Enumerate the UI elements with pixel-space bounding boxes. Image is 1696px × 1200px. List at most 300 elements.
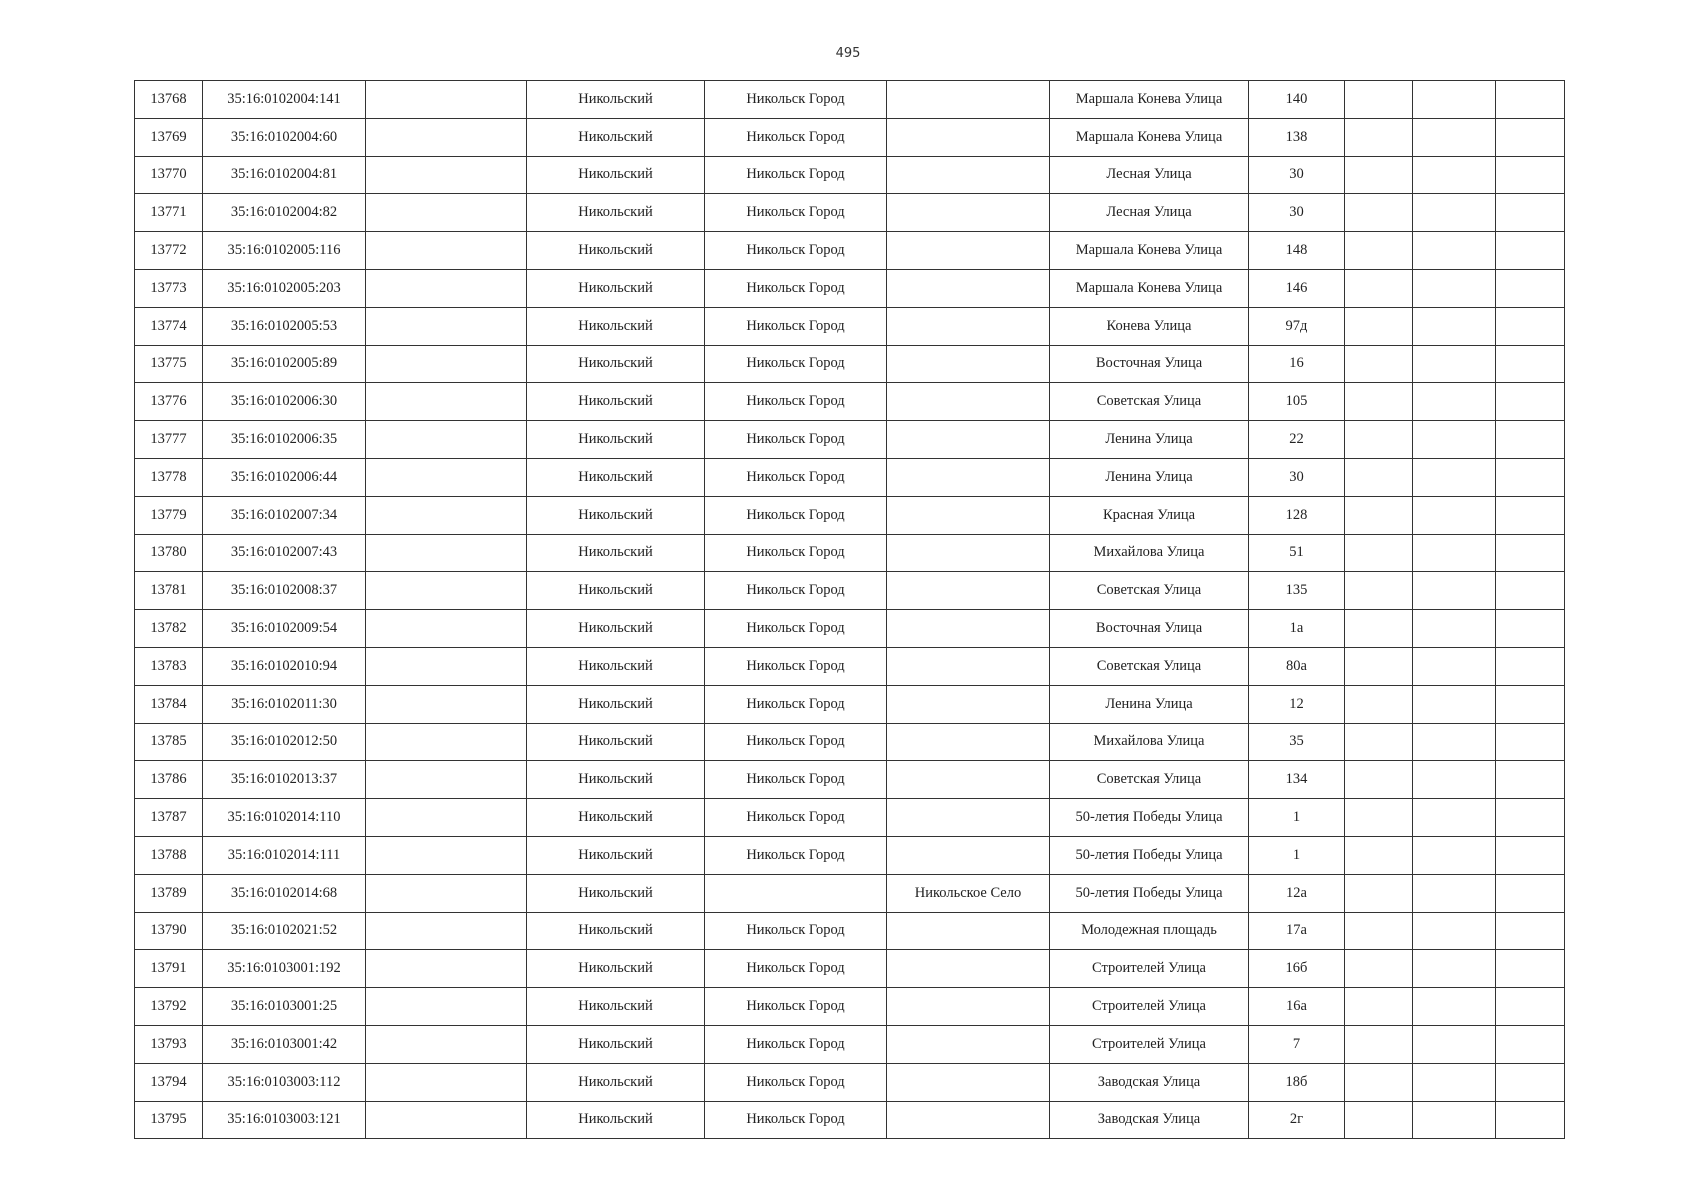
- city-cell: Никольск Город: [705, 685, 887, 723]
- row-number-cell: 13792: [135, 988, 203, 1026]
- empty-cell: [1345, 836, 1413, 874]
- page-number: 495: [835, 46, 861, 61]
- house-number-cell: 17а: [1249, 912, 1345, 950]
- village-cell: [887, 647, 1050, 685]
- empty-cell: [366, 723, 527, 761]
- house-number-cell: 1: [1249, 836, 1345, 874]
- house-number-cell: 16а: [1249, 988, 1345, 1026]
- cadastral-number-cell: 35:16:0102008:37: [203, 572, 366, 610]
- district-cell: Никольский: [527, 874, 705, 912]
- empty-cell: [1496, 685, 1565, 723]
- empty-cell: [366, 836, 527, 874]
- empty-cell: [1413, 118, 1496, 156]
- row-number-cell: 13781: [135, 572, 203, 610]
- village-cell: [887, 799, 1050, 837]
- empty-cell: [1413, 1025, 1496, 1063]
- village-cell: [887, 836, 1050, 874]
- street-cell: Заводская Улица: [1050, 1063, 1249, 1101]
- empty-cell: [1496, 836, 1565, 874]
- empty-cell: [1345, 610, 1413, 648]
- empty-cell: [1496, 1025, 1565, 1063]
- house-number-cell: 30: [1249, 156, 1345, 194]
- district-cell: Никольский: [527, 307, 705, 345]
- empty-cell: [366, 610, 527, 648]
- district-cell: Никольский: [527, 269, 705, 307]
- village-cell: [887, 232, 1050, 270]
- empty-cell: [1413, 534, 1496, 572]
- street-cell: Советская Улица: [1050, 761, 1249, 799]
- empty-cell: [1496, 81, 1565, 119]
- cadastral-number-cell: 35:16:0102009:54: [203, 610, 366, 648]
- empty-cell: [366, 421, 527, 459]
- empty-cell: [366, 1025, 527, 1063]
- table-row: [135, 534, 1565, 572]
- row-number-cell: 13782: [135, 610, 203, 648]
- row-number-cell: 13787: [135, 799, 203, 837]
- empty-cell: [1496, 194, 1565, 232]
- table-row: [135, 1063, 1565, 1101]
- empty-cell: [1345, 534, 1413, 572]
- row-number-cell: 13769: [135, 118, 203, 156]
- empty-cell: [1413, 194, 1496, 232]
- village-cell: [887, 458, 1050, 496]
- empty-cell: [366, 1063, 527, 1101]
- city-cell: Никольск Город: [705, 534, 887, 572]
- empty-cell: [1345, 421, 1413, 459]
- empty-cell: [366, 307, 527, 345]
- row-number-cell: 13788: [135, 836, 203, 874]
- cadastral-number-cell: 35:16:0102014:111: [203, 836, 366, 874]
- empty-cell: [366, 232, 527, 270]
- city-cell: Никольск Город: [705, 1063, 887, 1101]
- empty-cell: [1345, 988, 1413, 1026]
- street-cell: Советская Улица: [1050, 572, 1249, 610]
- empty-cell: [1496, 723, 1565, 761]
- district-cell: Никольский: [527, 383, 705, 421]
- city-cell: Никольск Город: [705, 383, 887, 421]
- empty-cell: [366, 269, 527, 307]
- street-cell: Маршала Конева Улица: [1050, 269, 1249, 307]
- city-cell: [705, 874, 887, 912]
- empty-cell: [366, 912, 527, 950]
- district-cell: Никольский: [527, 647, 705, 685]
- city-cell: Никольск Город: [705, 232, 887, 270]
- cadastral-number-cell: 35:16:0102006:30: [203, 383, 366, 421]
- table-row: [135, 1025, 1565, 1063]
- empty-cell: [1345, 685, 1413, 723]
- empty-cell: [1413, 1101, 1496, 1139]
- street-cell: Строителей Улица: [1050, 1025, 1249, 1063]
- empty-cell: [366, 950, 527, 988]
- district-cell: Никольский: [527, 572, 705, 610]
- village-cell: [887, 496, 1050, 534]
- table-row: [135, 383, 1565, 421]
- empty-cell: [1496, 118, 1565, 156]
- empty-cell: [1345, 950, 1413, 988]
- city-cell: Никольск Город: [705, 421, 887, 459]
- district-cell: Никольский: [527, 950, 705, 988]
- district-cell: Никольский: [527, 685, 705, 723]
- house-number-cell: 148: [1249, 232, 1345, 270]
- row-number-cell: 13772: [135, 232, 203, 270]
- empty-cell: [1345, 232, 1413, 270]
- district-cell: Никольский: [527, 232, 705, 270]
- village-cell: Никольское Село: [887, 874, 1050, 912]
- city-cell: Никольск Город: [705, 345, 887, 383]
- house-number-cell: 80а: [1249, 647, 1345, 685]
- empty-cell: [1345, 647, 1413, 685]
- city-cell: Никольск Город: [705, 156, 887, 194]
- house-number-cell: 18б: [1249, 1063, 1345, 1101]
- empty-cell: [1345, 269, 1413, 307]
- table-row: [135, 723, 1565, 761]
- empty-cell: [1345, 912, 1413, 950]
- empty-cell: [366, 761, 527, 799]
- table-row: [135, 950, 1565, 988]
- empty-cell: [1496, 383, 1565, 421]
- city-cell: Никольск Город: [705, 1101, 887, 1139]
- empty-cell: [1496, 232, 1565, 270]
- street-cell: 50-летия Победы Улица: [1050, 836, 1249, 874]
- house-number-cell: 35: [1249, 723, 1345, 761]
- cadastral-number-cell: 35:16:0102007:34: [203, 496, 366, 534]
- row-number-cell: 13775: [135, 345, 203, 383]
- row-number-cell: 13777: [135, 421, 203, 459]
- row-number-cell: 13780: [135, 534, 203, 572]
- city-cell: Никольск Город: [705, 761, 887, 799]
- street-cell: Маршала Конева Улица: [1050, 118, 1249, 156]
- house-number-cell: 134: [1249, 761, 1345, 799]
- empty-cell: [1413, 345, 1496, 383]
- empty-cell: [1413, 950, 1496, 988]
- district-cell: Никольский: [527, 156, 705, 194]
- city-cell: Никольск Город: [705, 912, 887, 950]
- table-row: [135, 345, 1565, 383]
- empty-cell: [1413, 874, 1496, 912]
- district-cell: Никольский: [527, 345, 705, 383]
- house-number-cell: 16: [1249, 345, 1345, 383]
- registry-table: [134, 80, 1565, 1139]
- empty-cell: [1496, 572, 1565, 610]
- empty-cell: [366, 383, 527, 421]
- house-number-cell: 1а: [1249, 610, 1345, 648]
- empty-cell: [1496, 950, 1565, 988]
- cadastral-number-cell: 35:16:0103001:25: [203, 988, 366, 1026]
- house-number-cell: 97д: [1249, 307, 1345, 345]
- village-cell: [887, 912, 1050, 950]
- row-number-cell: 13783: [135, 647, 203, 685]
- district-cell: Никольский: [527, 421, 705, 459]
- row-number-cell: 13773: [135, 269, 203, 307]
- street-cell: 50-летия Победы Улица: [1050, 799, 1249, 837]
- village-cell: [887, 1025, 1050, 1063]
- street-cell: Ленина Улица: [1050, 421, 1249, 459]
- city-cell: Никольск Город: [705, 81, 887, 119]
- street-cell: Советская Улица: [1050, 383, 1249, 421]
- empty-cell: [1496, 1101, 1565, 1139]
- street-cell: Михайлова Улица: [1050, 723, 1249, 761]
- empty-cell: [1496, 307, 1565, 345]
- table-body: [135, 81, 1565, 1139]
- empty-cell: [1413, 988, 1496, 1026]
- empty-cell: [1496, 1063, 1565, 1101]
- house-number-cell: 22: [1249, 421, 1345, 459]
- table-row: [135, 156, 1565, 194]
- empty-cell: [1345, 799, 1413, 837]
- row-number-cell: 13795: [135, 1101, 203, 1139]
- empty-cell: [1345, 874, 1413, 912]
- district-cell: Никольский: [527, 610, 705, 648]
- row-number-cell: 13793: [135, 1025, 203, 1063]
- house-number-cell: 51: [1249, 534, 1345, 572]
- empty-cell: [1496, 761, 1565, 799]
- cadastral-number-cell: 35:16:0102014:68: [203, 874, 366, 912]
- cadastral-number-cell: 35:16:0102004:60: [203, 118, 366, 156]
- table-row: [135, 610, 1565, 648]
- house-number-cell: 30: [1249, 458, 1345, 496]
- district-cell: Никольский: [527, 836, 705, 874]
- empty-cell: [366, 685, 527, 723]
- empty-cell: [366, 496, 527, 534]
- empty-cell: [366, 458, 527, 496]
- empty-cell: [366, 799, 527, 837]
- empty-cell: [1345, 81, 1413, 119]
- empty-cell: [1496, 799, 1565, 837]
- village-cell: [887, 1101, 1050, 1139]
- empty-cell: [1413, 912, 1496, 950]
- empty-cell: [1345, 345, 1413, 383]
- village-cell: [887, 269, 1050, 307]
- empty-cell: [366, 118, 527, 156]
- village-cell: [887, 761, 1050, 799]
- empty-cell: [1496, 345, 1565, 383]
- empty-cell: [1345, 1025, 1413, 1063]
- cadastral-number-cell: 35:16:0102005:203: [203, 269, 366, 307]
- cadastral-number-cell: 35:16:0102005:116: [203, 232, 366, 270]
- village-cell: [887, 723, 1050, 761]
- table-row: [135, 572, 1565, 610]
- table-row: [135, 458, 1565, 496]
- table-row: [135, 799, 1565, 837]
- cadastral-number-cell: 35:16:0102004:81: [203, 156, 366, 194]
- cadastral-number-cell: 35:16:0103001:192: [203, 950, 366, 988]
- table-row: [135, 232, 1565, 270]
- street-cell: Строителей Улица: [1050, 988, 1249, 1026]
- village-cell: [887, 534, 1050, 572]
- city-cell: Никольск Город: [705, 118, 887, 156]
- empty-cell: [366, 874, 527, 912]
- row-number-cell: 13778: [135, 458, 203, 496]
- empty-cell: [1413, 232, 1496, 270]
- empty-cell: [1413, 610, 1496, 648]
- village-cell: [887, 194, 1050, 232]
- cadastral-number-cell: 35:16:0102012:50: [203, 723, 366, 761]
- empty-cell: [1413, 81, 1496, 119]
- empty-cell: [1345, 118, 1413, 156]
- house-number-cell: 146: [1249, 269, 1345, 307]
- empty-cell: [1345, 156, 1413, 194]
- empty-cell: [366, 534, 527, 572]
- city-cell: Никольск Город: [705, 1025, 887, 1063]
- cadastral-number-cell: 35:16:0102005:89: [203, 345, 366, 383]
- village-cell: [887, 685, 1050, 723]
- street-cell: Заводская Улица: [1050, 1101, 1249, 1139]
- empty-cell: [366, 988, 527, 1026]
- empty-cell: [1345, 496, 1413, 534]
- city-cell: Никольск Город: [705, 496, 887, 534]
- table-row: [135, 118, 1565, 156]
- district-cell: Никольский: [527, 194, 705, 232]
- empty-cell: [1413, 269, 1496, 307]
- house-number-cell: 12а: [1249, 874, 1345, 912]
- cadastral-number-cell: 35:16:0102011:30: [203, 685, 366, 723]
- empty-cell: [1413, 1063, 1496, 1101]
- row-number-cell: 13786: [135, 761, 203, 799]
- table-row: [135, 421, 1565, 459]
- table-row: [135, 685, 1565, 723]
- table-row: [135, 761, 1565, 799]
- district-cell: Никольский: [527, 723, 705, 761]
- cadastral-number-cell: 35:16:0102014:110: [203, 799, 366, 837]
- cadastral-number-cell: 35:16:0103001:42: [203, 1025, 366, 1063]
- house-number-cell: 12: [1249, 685, 1345, 723]
- empty-cell: [1496, 269, 1565, 307]
- house-number-cell: 140: [1249, 81, 1345, 119]
- empty-cell: [366, 345, 527, 383]
- empty-cell: [1496, 988, 1565, 1026]
- empty-cell: [1413, 723, 1496, 761]
- table-row: [135, 836, 1565, 874]
- table-row: [135, 1101, 1565, 1139]
- district-cell: Никольский: [527, 458, 705, 496]
- table-row: [135, 194, 1565, 232]
- village-cell: [887, 572, 1050, 610]
- city-cell: Никольск Город: [705, 799, 887, 837]
- city-cell: Никольск Город: [705, 307, 887, 345]
- row-number-cell: 13771: [135, 194, 203, 232]
- empty-cell: [366, 81, 527, 119]
- district-cell: Никольский: [527, 1025, 705, 1063]
- district-cell: Никольский: [527, 496, 705, 534]
- empty-cell: [1413, 761, 1496, 799]
- cadastral-number-cell: 35:16:0103003:112: [203, 1063, 366, 1101]
- empty-cell: [1345, 572, 1413, 610]
- house-number-cell: 135: [1249, 572, 1345, 610]
- street-cell: Маршала Конева Улица: [1050, 232, 1249, 270]
- district-cell: Никольский: [527, 799, 705, 837]
- city-cell: Никольск Город: [705, 269, 887, 307]
- city-cell: Никольск Город: [705, 194, 887, 232]
- row-number-cell: 13784: [135, 685, 203, 723]
- row-number-cell: 13789: [135, 874, 203, 912]
- empty-cell: [366, 572, 527, 610]
- empty-cell: [366, 156, 527, 194]
- empty-cell: [1496, 534, 1565, 572]
- empty-cell: [1496, 458, 1565, 496]
- empty-cell: [1413, 458, 1496, 496]
- city-cell: Никольск Город: [705, 836, 887, 874]
- street-cell: Восточная Улица: [1050, 610, 1249, 648]
- street-cell: 50-летия Победы Улица: [1050, 874, 1249, 912]
- row-number-cell: 13770: [135, 156, 203, 194]
- cadastral-number-cell: 35:16:0102006:35: [203, 421, 366, 459]
- cadastral-number-cell: 35:16:0102013:37: [203, 761, 366, 799]
- table-row: [135, 496, 1565, 534]
- house-number-cell: 138: [1249, 118, 1345, 156]
- table-row: [135, 269, 1565, 307]
- empty-cell: [1496, 912, 1565, 950]
- empty-cell: [1345, 761, 1413, 799]
- row-number-cell: 13779: [135, 496, 203, 534]
- village-cell: [887, 81, 1050, 119]
- cadastral-number-cell: 35:16:0102007:43: [203, 534, 366, 572]
- empty-cell: [1413, 307, 1496, 345]
- village-cell: [887, 610, 1050, 648]
- village-cell: [887, 988, 1050, 1026]
- house-number-cell: 1: [1249, 799, 1345, 837]
- street-cell: Ленина Улица: [1050, 458, 1249, 496]
- district-cell: Никольский: [527, 1063, 705, 1101]
- cadastral-number-cell: 35:16:0103003:121: [203, 1101, 366, 1139]
- district-cell: Никольский: [527, 912, 705, 950]
- district-cell: Никольский: [527, 988, 705, 1026]
- city-cell: Никольск Город: [705, 610, 887, 648]
- empty-cell: [366, 647, 527, 685]
- empty-cell: [1413, 836, 1496, 874]
- empty-cell: [1496, 421, 1565, 459]
- empty-cell: [1345, 1101, 1413, 1139]
- village-cell: [887, 950, 1050, 988]
- street-cell: Восточная Улица: [1050, 345, 1249, 383]
- city-cell: Никольск Город: [705, 723, 887, 761]
- village-cell: [887, 383, 1050, 421]
- empty-cell: [1413, 572, 1496, 610]
- city-cell: Никольск Город: [705, 572, 887, 610]
- house-number-cell: 2г: [1249, 1101, 1345, 1139]
- house-number-cell: 7: [1249, 1025, 1345, 1063]
- empty-cell: [366, 194, 527, 232]
- cadastral-number-cell: 35:16:0102004:141: [203, 81, 366, 119]
- row-number-cell: 13774: [135, 307, 203, 345]
- village-cell: [887, 156, 1050, 194]
- cadastral-number-cell: 35:16:0102005:53: [203, 307, 366, 345]
- table-row: [135, 647, 1565, 685]
- village-cell: [887, 1063, 1050, 1101]
- city-cell: Никольск Город: [705, 950, 887, 988]
- cadastral-number-cell: 35:16:0102021:52: [203, 912, 366, 950]
- street-cell: Лесная Улица: [1050, 194, 1249, 232]
- table-row: [135, 988, 1565, 1026]
- street-cell: Ленина Улица: [1050, 685, 1249, 723]
- city-cell: Никольск Город: [705, 647, 887, 685]
- empty-cell: [1345, 194, 1413, 232]
- empty-cell: [1496, 647, 1565, 685]
- empty-cell: [1345, 723, 1413, 761]
- empty-cell: [1413, 383, 1496, 421]
- empty-cell: [1496, 610, 1565, 648]
- empty-cell: [1413, 685, 1496, 723]
- empty-cell: [1413, 421, 1496, 459]
- table-row: [135, 912, 1565, 950]
- street-cell: Конева Улица: [1050, 307, 1249, 345]
- empty-cell: [1345, 383, 1413, 421]
- empty-cell: [1345, 1063, 1413, 1101]
- district-cell: Никольский: [527, 761, 705, 799]
- table-row: [135, 307, 1565, 345]
- district-cell: Никольский: [527, 81, 705, 119]
- house-number-cell: 105: [1249, 383, 1345, 421]
- empty-cell: [366, 1101, 527, 1139]
